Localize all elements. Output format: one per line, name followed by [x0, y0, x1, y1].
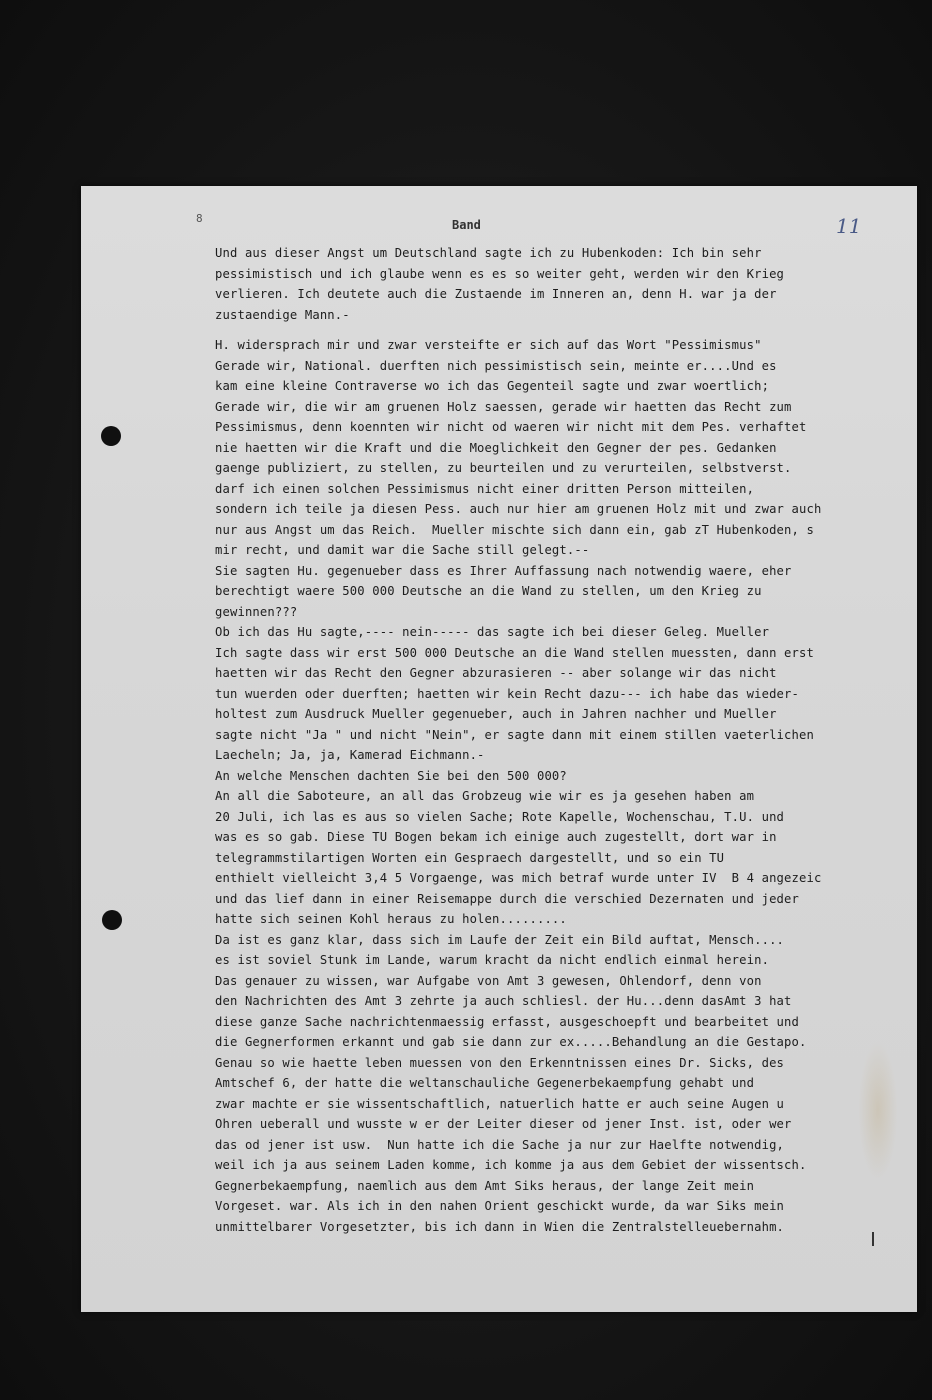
text-line: sondern ich teile ja diesen Pess. auch nur hier am gruenen Holz mit und zwar auch	[215, 502, 822, 516]
text-line: Ohren ueberall und wusste w er der Leiter dieser od jener Inst. ist, oder wer	[215, 1117, 792, 1131]
text-line: tun wuerden oder duerften; haetten wir kein Recht dazu--- ich habe das wieder-	[215, 686, 800, 701]
text-line: gaenge publiziert, zu stellen, zu beurteilen und zu verurteilen, selbstverst.	[215, 461, 792, 475]
text-line: verlieren. Ich deutete auch die Zustaende im Inneren an, denn H. war ja der	[215, 287, 777, 301]
text-line: Vorgeset. war. Als ich in den nahen Orient geschickt wurde, da war Siks mein	[215, 1199, 785, 1213]
text-line: zwar machte er sie wissentschaftlich, natuerlich hatte er auch seine Augen u	[215, 1096, 785, 1111]
band-label: Band	[452, 218, 481, 232]
text-line: sagte nicht "Ja " und nicht "Nein", er sagte dann mit einem stillen vaeterlichen	[215, 727, 814, 742]
text-line: enthielt vielleicht 3,4 5 Vorgaenge, was mich betraf wurde unter IV B 4 angezeic	[215, 871, 822, 885]
text-line: telegrammstilartigen Worten ein Gespraech dargestellt, und so ein TU	[215, 850, 725, 865]
text-line: hatte sich seinen Kohl heraus zu holen.........	[215, 912, 567, 926]
text-line: es ist soviel Stunk im Lande, warum kracht da nicht endlich einmal herein.	[215, 953, 770, 967]
text-line: H. widersprach mir und zwar versteifte er sich auf das Wort "Pessimismus"	[215, 338, 762, 352]
text-line: Ob ich das Hu sagte,---- nein----- das sagte ich bei dieser Geleg. Mueller	[215, 625, 770, 639]
handwritten-folio-number: 11	[836, 214, 862, 238]
text-line: und das lief dann in einer Reisemappe durch die verschied Dezernaten und jeder	[215, 891, 800, 906]
text-line: die Gegnerformen erkannt und gab sie dann zur ex.....Behandlung an die Gestapo.	[215, 1035, 807, 1049]
text-line: 20 Juli, ich las es aus so vielen Sache; Rote Kapelle, Wochenschau, T.U. und	[215, 809, 785, 824]
text-line: Pessimismus, denn koennten wir nicht od waeren wir nicht mit dem Pes. verhaftet	[215, 420, 807, 434]
punch-hole-bottom	[102, 910, 122, 930]
text-line: unmittelbarer Vorgesetzter, bis ich dann in Wien die Zentralstelleuebernahm.	[215, 1219, 785, 1234]
text-line: Sie sagten Hu. gegenueber dass es Ihrer Auffassung nach notwendig waere, eher	[215, 563, 792, 578]
text-line: An welche Menschen dachten Sie bei den 500 000?	[215, 768, 567, 783]
text-line: das od jener ist usw. Nun hatte ich die Sache ja nur zur Haelfte notwendig,	[215, 1137, 785, 1152]
text-line: Da ist es ganz klar, dass sich im Laufe der Zeit ein Bild auftat, Mensch....	[215, 932, 785, 947]
text-line: Und aus dieser Angst um Deutschland sagte ich zu Hubenkoden: Ich bin sehr	[215, 246, 762, 260]
page-mark: 8	[196, 212, 204, 225]
text-line: nie haetten wir die Kraft und die Moeglichkeit den Gegner der pes. Gedanken	[215, 440, 777, 455]
text-line: Genau so wie haette leben muessen von den Erkenntnissen eines Dr. Sicks, des	[215, 1055, 785, 1070]
paragraph-gap	[215, 325, 915, 335]
text-line: den Nachrichten des Amt 3 zehrte ja auch schliesl. der Hu...denn dasAmt 3 hat	[215, 994, 792, 1008]
text-line: kam eine kleine Contraverse wo ich das Gegenteil sagte und zwar woertlich;	[215, 379, 770, 393]
text-line: mir recht, und damit war die Sache still gelegt.--	[215, 543, 590, 557]
text-line: pessimistisch und ich glaube wenn es es so weiter geht, werden wir den Krieg	[215, 266, 785, 281]
text-line: zustaendige Mann.-	[215, 307, 350, 322]
text-line: Gerade wir, National. duerften nich pessimistisch sein, meinte er....Und es	[215, 358, 777, 373]
text-line: Ich sagte dass wir erst 500 000 Deutsche an die Wand stellen muessten, dann erst	[215, 645, 814, 660]
margin-mark	[872, 1232, 874, 1246]
text-line: berechtigt waere 500 000 Deutsche an die Wand zu stellen, um den Krieg zu	[215, 584, 762, 598]
text-line: An all die Saboteure, an all das Grobzeug wie wir es ja gesehen haben am	[215, 789, 755, 803]
text-line: Das genauer zu wissen, war Aufgabe von Amt 3 gewesen, Ohlendorf, denn von	[215, 973, 762, 988]
text-line: Amtschef 6, der hatte die weltanschauliche Gegenerbekaempfung gehabt und	[215, 1076, 755, 1090]
text-line: Laecheln; Ja, ja, Kamerad Eichmann.-	[215, 748, 485, 762]
text-line: diese ganze Sache nachrichtenmaessig erfasst, ausgeschoepft und bearbeitet und	[215, 1014, 800, 1029]
punch-hole-top	[101, 426, 121, 446]
text-line: haetten wir das Recht den Gegner abzurasieren -- aber solange wir das nicht	[215, 666, 777, 680]
text-line: was es so gab. Diese TU Bogen bekam ich einige auch zugestellt, dort war in	[215, 830, 777, 844]
text-line: holtest zum Ausdruck Mueller gegenueber, auch in Jahren nachher und Mueller	[215, 707, 777, 721]
typewritten-body	[215, 243, 915, 1237]
text-line: Gegnerbekaempfung, naemlich aus dem Amt Siks heraus, der lange Zeit mein	[215, 1178, 755, 1193]
text-line: darf ich einen solchen Pessimismus nicht einer dritten Person mitteilen,	[215, 481, 755, 496]
text-line: gewinnen???	[215, 604, 298, 619]
text-line: weil ich ja aus seinem Laden komme, ich komme ja aus dem Gebiet der wissentsch.	[215, 1158, 807, 1172]
text-line: nur aus Angst um das Reich. Mueller mischte sich dann ein, gab zT Hubenkoden, s	[215, 522, 814, 537]
text-line: Gerade wir, die wir am gruenen Holz saessen, gerade wir haetten das Recht zum	[215, 399, 792, 414]
